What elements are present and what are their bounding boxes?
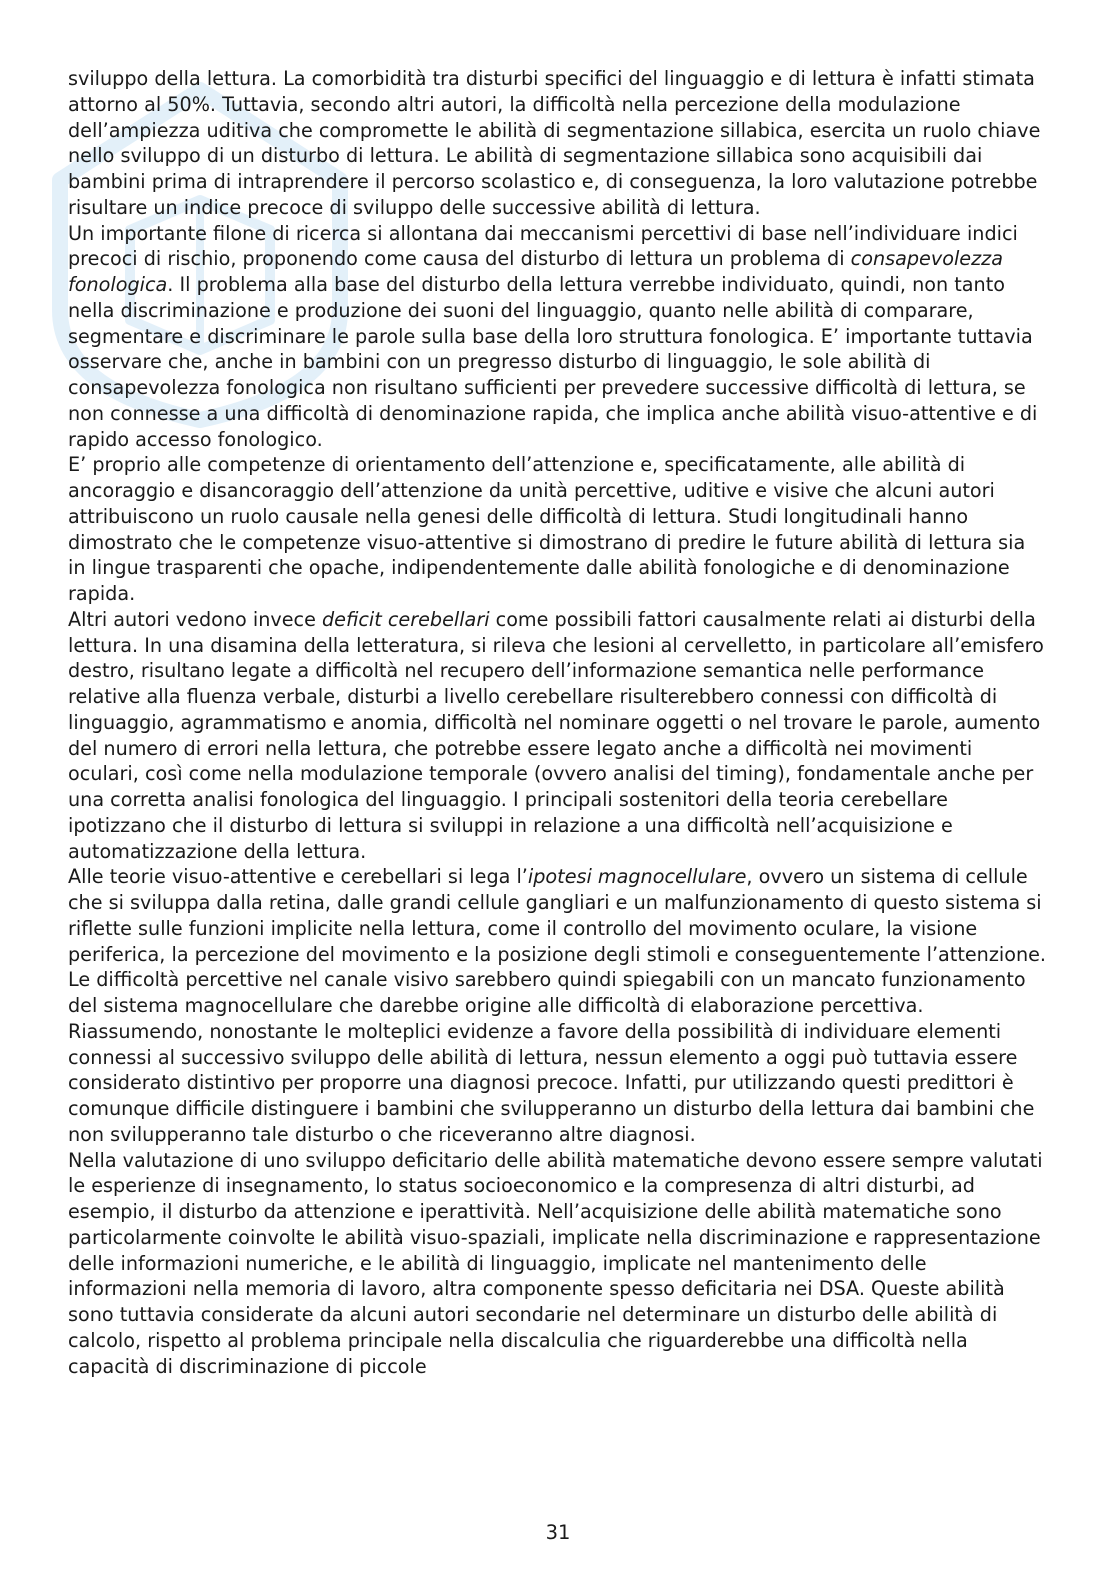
text-run: Alle teorie visuo-attentive e cerebellari si lega l’ [68, 865, 528, 889]
italic-term: deficit cerebellari [321, 607, 490, 631]
text-run: Nella valutazione di uno sviluppo deficitario delle abilità matematiche devono essere sempre valutati le esperienze di insegnamento, lo status socioeconomico e la compresenza di altri disturbi, ad esempio, il disturbo da attenzione e iperattività. Nell’acquisizione delle abilità matematiche sono particolarmente coinvolte le abilità visuo-spaziali, implicate nella discriminazione e rappresentazione delle informazioni numeriche, e le abilità di linguaggio, implicate nel mantenimento delle informazioni nella memoria di lavoro, altra componente spesso deficitaria nei DSA. Queste abilità sono tuttavia considerate da alcuni autori secondarie nel determinare un disturbo delle abilità di calcolo, rispetto al problema principale nella discalculia che riguarderebbe una difficoltà nella capacità di discriminazione di piccole [68, 1148, 1043, 1378]
paragraph [68, 1148, 1048, 1380]
paragraph [68, 66, 1048, 221]
paragraph [68, 607, 1048, 865]
document-body [68, 66, 1048, 1379]
text-run: Un importante filone di ricerca si allontana dai meccanismi percettivi di base nell’individuare indici precoci di rischio, proponendo come causa del disturbo di lettura un problema di [68, 221, 1018, 271]
text-run: Altri autori vedono invece [68, 607, 322, 631]
text-run: E’ proprio alle competenze di orientamento dell’attenzione e, specificatamente, alle abilità di ancoraggio e disancoraggio dell’attenzione da unità percettive, uditive e visive che alcuni autori attribuiscono un ruolo causale nella genesi delle difficoltà di lettura. Studi longitudinali hanno dimostrato che le competenze visuo-attentive si dimostrano di predire le future abilità di lettura sia in lingue trasparenti che opache, indipendentemente dalle abilità fonologiche e di denominazione rapida. [68, 453, 1026, 605]
italic-term: ipotesi magnocellulare [527, 865, 747, 889]
paragraph [68, 452, 1048, 607]
italic-term: consapevolezza fonologica [68, 247, 1003, 296]
paragraph [68, 221, 1048, 453]
text-run: , ovvero un sistema di cellule che si sviluppa dalla retina, dalle grandi cellule gangliari e un malfunzionamento di questo sistema si riflette sulle funzioni implicite nella lettura, come il controllo del movimento oculare, la visione periferica, la percezione del movimento e la posizione degli stimoli e conseguentemente l’attenzione. Le difficoltà percettive nel canale visivo sarebbero quindi spiegabili con un mancato funzionamento del sistema magnocellulare che darebbe origine alle difficoltà di elaborazione percettiva. [68, 865, 1047, 1017]
paragraph [68, 864, 1048, 1019]
text-run: sviluppo della lettura. La comorbidità tra disturbi specifici del linguaggio e di lettura è infatti stimata attorno al 50%. Tuttavia, secondo altri autori, la difficoltà nella percezione della modulazione dell’ampiezza uditiva che compromette le abilità di segmentazione sillabica, esercita un ruolo chiave nello sviluppo di un disturbo di lettura. Le abilità di segmentazione sillabica sono acquisibili dai bambini prima di intraprendere il percorso scolastico e, di conseguenza, la loro valutazione potrebbe risultare un indice precoce di sviluppo delle successive abilità di lettura. [68, 67, 1041, 219]
page-number: 31 [545, 1521, 571, 1544]
text-run: Riassumendo, nonostante le molteplici evidenze a favore della possibilità di individuare elementi connessi al successivo sviluppo delle abilità di lettura, nessun elemento a oggi può tuttavia essere considerato distintivo per proporre una diagnosi precoce. Infatti, pur utilizzando questi predittori è comunque difficile distinguere i bambini che svilupperanno un disturbo della lettura dai bambini che non svilupperanno tale disturbo o che riceveranno altre diagnosi. [68, 1019, 1035, 1146]
paragraph [68, 1019, 1048, 1148]
text-run: . Il problema alla base del disturbo della lettura verrebbe individuato, quindi, non tanto nella discriminazione e produzione dei suoni del linguaggio, quanto nelle abilità di comparare, segmentare e discriminare le parole sulla base della loro struttura fonologica. E’ importante tuttavia osservare che, anche in bambini con un pregresso disturbo di linguaggio, le sole abilità di consapevolezza fonologica non risultano sufficienti per prevedere successive difficoltà di lettura, se non connesse a una difficoltà di denominazione rapida, che implica anche abilità visuo-attentive e di rapido accesso fonologico. [68, 273, 1038, 451]
text-run: come possibili fattori causalmente relati ai disturbi della lettura. In una disamina della letteratura, si rileva che lesioni al cervelletto, in particolare all’emisfero destro, risultano legate a difficoltà nel recupero dell’informazione semantica nelle performance relative alla fluenza verbale, disturbi a livello cerebellare risulterebbero connessi con difficoltà di linguaggio, agrammatismo e anomia, difficoltà nel nominare oggetti o nel trovare le parole, aumento del numero di errori nella lettura, che potrebbe essere legato anche a difficoltà nei movimenti oculari, così come nella modulazione temporale (ovvero analisi del timing), fondamentale anche per una corretta analisi fonologica del linguaggio. I principali sostenitori della teoria cerebellare ipotizzano che il disturbo di lettura si sviluppi in relazione a una difficoltà nell’acquisizione e automatizzazione della lettura. [68, 607, 1044, 863]
